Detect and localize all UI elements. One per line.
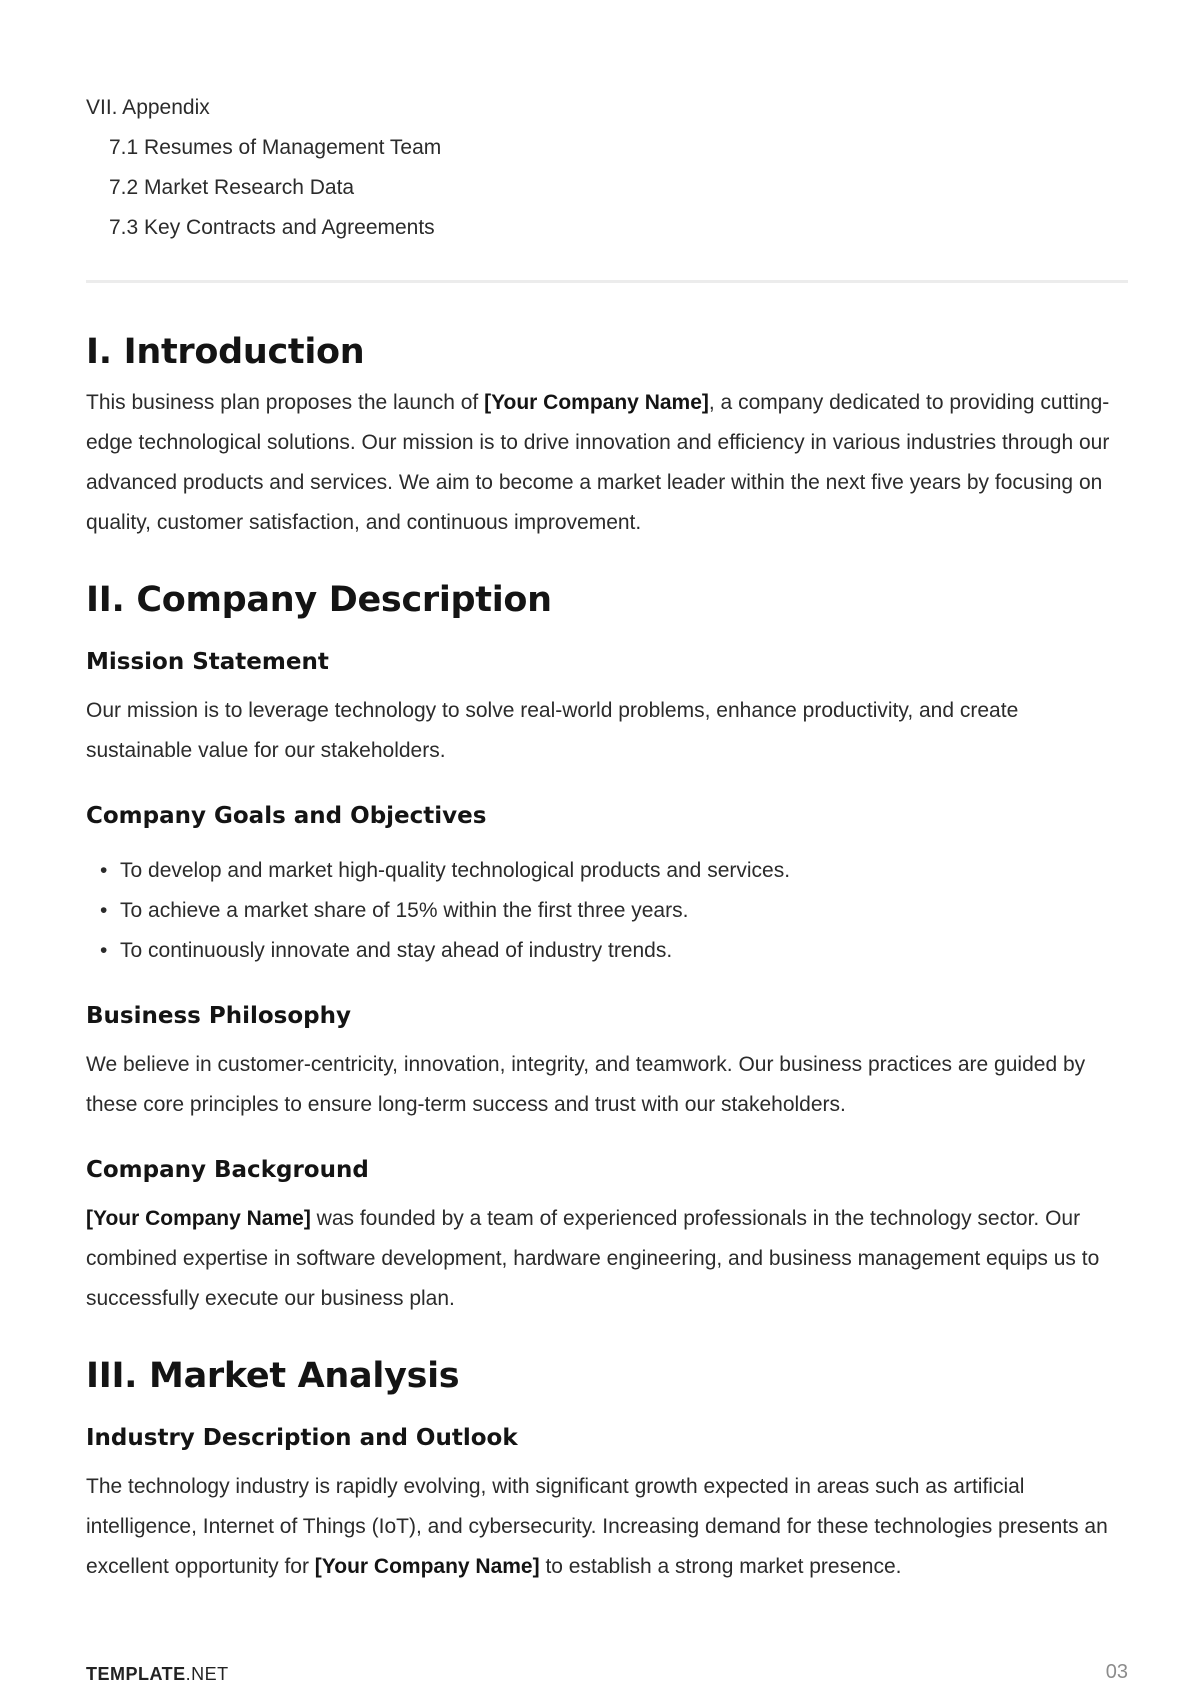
introduction-title: I. Introduction [86,332,365,372]
industry-text-before: The technology industry is rapidly evolving, with significant growth expected in areas such as artificial intelligence, Internet of Things (IoT), and cybersecurity. Increasing demand for these technologies presents an excellent opportunity for [86,1475,1108,1578]
introduction-text-before: This business plan proposes the launch of [86,391,485,414]
goals-list [86,851,1128,971]
footer-brand-logo [86,1663,229,1685]
company-description-title: II. Company Description [86,580,552,620]
mission-statement-heading: Mission Statement [86,649,329,675]
market-analysis-section [86,1355,1128,1587]
list-item: • To develop and market high-quality technological products and services. [100,851,1128,891]
page-number: 03 [1105,1661,1128,1683]
introduction-text-after: , a company dedicated to providing cutting-edge technological solutions. Our mission is to drive innovation and efficiency in various industries through our advanced products and services. We aim to become a market leader within the next five years by focusing on quality, customer satisfaction, and continuous improvement. [86,391,1110,534]
list-item: • To achieve a market share of 15% within the first three years. [100,891,1128,931]
company-name-placeholder: [Your Company Name] [484,391,709,414]
company-background-text-after: was founded by a team of experienced professionals in the technology sector. Our combined expertise in software development, hardware engineering, and business management equips us to successfully execute our business plan. [86,1207,1100,1310]
industry-description-heading: Industry Description and Outlook [86,1425,518,1451]
market-analysis-title: III. Market Analysis [86,1356,460,1396]
mission-statement-text: Our mission is to leverage technology to solve real-world problems, enhance productivity, and create sustainable value for our stakeholders. [86,699,1019,762]
company-name-placeholder: [Your Company Name] [86,1207,311,1230]
document-page [86,88,1128,1587]
footer-brand-bold: TEMPLATE [86,1664,186,1684]
toc-item: 7.2 Market Research Data [109,176,355,199]
toc-item: 7.1 Resumes of Management Team [109,136,442,159]
footer-brand-rest: .NET [185,1664,229,1684]
company-description-section [86,579,1128,1319]
section-divider [86,280,1128,283]
company-name-placeholder: [Your Company Name] [314,1555,540,1578]
list-item: • To continuously innovate and stay ahead of industry trends. [100,931,1128,971]
goals-heading: Company Goals and Objectives [86,803,487,829]
industry-text-after: to establish a strong market presence. [539,1555,902,1578]
introduction-section [86,331,1128,543]
business-philosophy-text: We believe in customer-centricity, innovation, integrity, and teamwork. Our business practices are guided by these core principles to ensure long-term success and trust with our stakeholders. [86,1053,1086,1116]
business-philosophy-heading: Business Philosophy [86,1003,351,1029]
company-background-text [86,1199,1128,1319]
toc-appendix [86,88,1128,248]
toc-heading: VII. Appendix [86,96,210,119]
introduction-paragraph [86,383,1128,543]
company-background-heading: Company Background [86,1157,369,1183]
toc-item: 7.3 Key Contracts and Agreements [109,216,435,239]
industry-description-text [86,1467,1128,1587]
